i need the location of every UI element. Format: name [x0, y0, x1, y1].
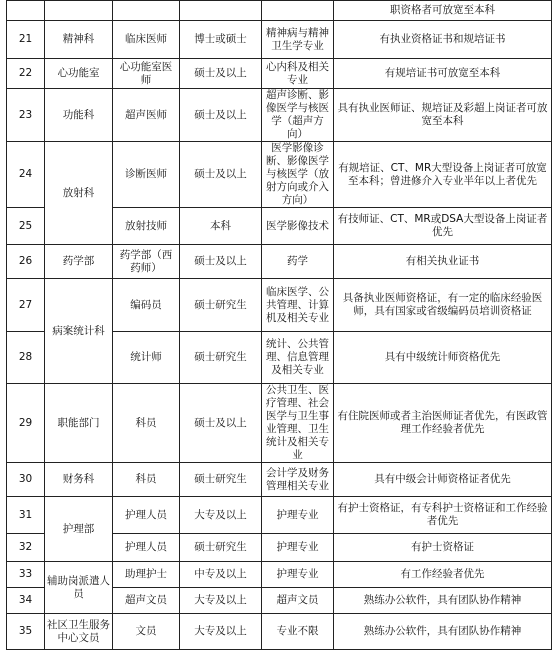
education-cell: 硕士及以上: [180, 384, 262, 463]
table-row: [7, 279, 552, 332]
requirement-cell: 具有中级会计师资格证者优先: [334, 463, 552, 497]
department-cell: 功能科: [45, 89, 113, 142]
requirement-cell: 有护士资格证: [334, 534, 552, 562]
table-row: [7, 384, 552, 463]
post-cell: 科员: [113, 463, 180, 497]
post-cell: 护理人员: [113, 497, 180, 534]
row-number: 28: [7, 332, 45, 384]
row-number: 26: [7, 245, 45, 279]
major-cell: 护理专业: [262, 562, 334, 588]
major-cell: 临床医学、公共管理、计算机及相关专业: [262, 279, 334, 332]
department-cell: 社区卫生服务中心文员: [45, 614, 113, 650]
requirement-cell: 具备执业医师资格证，有一定的临床经验医师，具有国家或省级编码员培训资格证: [334, 279, 552, 332]
education-cell: 硕士及以上: [180, 89, 262, 142]
major-cell: 心内科及相关专业: [262, 59, 334, 89]
table-row: [7, 1, 552, 21]
requirement-cell: 具有中级统计师资格优先: [334, 332, 552, 384]
post-cell: 助理护士: [113, 562, 180, 588]
post-cell: 统计师: [113, 332, 180, 384]
row-number: 29: [7, 384, 45, 463]
requirement-cell: 有护士资格证，有专科护士资格证和工作经验者优先: [334, 497, 552, 534]
major-cell: 药学: [262, 245, 334, 279]
education-cell: 博士或硕士: [180, 21, 262, 59]
row-number: 31: [7, 497, 45, 534]
major-cell: 专业不限: [262, 614, 334, 650]
education-cell: 硕士及以上: [180, 59, 262, 89]
row-number: 27: [7, 279, 45, 332]
department-cell: 心功能室: [45, 59, 113, 89]
education-cell: 硕士研究生: [180, 279, 262, 332]
row-number: 24: [7, 142, 45, 208]
requirement-cell: 有技师证、CT、MR或DSA大型设备上岗证者优先: [334, 208, 552, 245]
education-cell: 硕士研究生: [180, 534, 262, 562]
post-cell: 超声医师: [113, 89, 180, 142]
table-row: [7, 89, 552, 142]
requirement-cell: 熟练办公软件，具有团队协作精神: [334, 588, 552, 614]
major-cell: 医学影像技术: [262, 208, 334, 245]
department-cell: 药学部: [45, 245, 113, 279]
education-cell: 大专及以上: [180, 614, 262, 650]
post-cell: 编码员: [113, 279, 180, 332]
requirement-cell: 职资格者可放宽至本科: [334, 1, 552, 21]
major-cell: 护理专业: [262, 534, 334, 562]
education-cell: 大专及以上: [180, 588, 262, 614]
post-cell: 文员: [113, 614, 180, 650]
department-cell: 职能部门: [45, 384, 113, 463]
row-number: 33: [7, 562, 45, 588]
table-row: [7, 497, 552, 534]
row-number: 34: [7, 588, 45, 614]
requirement-cell: 有相关执业证书: [334, 245, 552, 279]
department-cell: 辅助岗派遣人员: [45, 562, 113, 614]
post-cell: 放射技师: [113, 208, 180, 245]
requirement-cell: 有规培证书可放宽至本科: [334, 59, 552, 89]
department-cell: 病案统计科: [45, 279, 113, 384]
table-row: [7, 59, 552, 89]
post-cell: 心功能室医师: [113, 59, 180, 89]
row-number: 35: [7, 614, 45, 650]
education-cell: 大专及以上: [180, 497, 262, 534]
post-cell: 护理人员: [113, 534, 180, 562]
education-cell: 硕士研究生: [180, 332, 262, 384]
major-cell: 统计、公共管理、信息管理及相关专业: [262, 332, 334, 384]
education-cell: 中专及以上: [180, 562, 262, 588]
row-number: 22: [7, 59, 45, 89]
row-number: 32: [7, 534, 45, 562]
department-cell: 财务科: [45, 463, 113, 497]
post-cell: 科员: [113, 384, 180, 463]
education-cell: 硕士研究生: [180, 463, 262, 497]
table-row: [7, 614, 552, 650]
row-number: 23: [7, 89, 45, 142]
requirement-cell: 有执业资格证书和规培证书: [334, 21, 552, 59]
post-cell: 诊断医师: [113, 142, 180, 208]
row-number: 21: [7, 21, 45, 59]
education-cell: 本科: [180, 208, 262, 245]
table-row: [7, 562, 552, 588]
major-cell: 超声诊断、影像医学与核医学（超声方向）: [262, 89, 334, 142]
table-row: [7, 245, 552, 279]
table-row: [7, 21, 552, 59]
recruitment-table: [6, 0, 552, 650]
post-cell: 药学部（西药师）: [113, 245, 180, 279]
requirement-cell: 有住院医师或者主治医师证者优先，有医政管理工作经验者优先: [334, 384, 552, 463]
department-cell: 护理部: [45, 497, 113, 562]
education-cell: 硕士及以上: [180, 245, 262, 279]
row-number: 25: [7, 208, 45, 245]
education-cell: 硕士及以上: [180, 142, 262, 208]
major-cell: 会计学及财务管理相关专业: [262, 463, 334, 497]
major-cell: 精神病与精神卫生学专业: [262, 21, 334, 59]
requirement-cell: 有规培证、CT、MR大型设备上岗证者可放宽至本科；曾进修介入专业半年以上者优先: [334, 142, 552, 208]
major-cell: 超声文员: [262, 588, 334, 614]
major-cell: 公共卫生、医疗管理、社会医学与卫生事业管理、卫生统计及相关专业: [262, 384, 334, 463]
department-cell: 放射科: [45, 142, 113, 245]
requirement-cell: 有工作经验者优先: [334, 562, 552, 588]
major-cell: 护理专业: [262, 497, 334, 534]
table-row: [7, 463, 552, 497]
post-cell: 超声文员: [113, 588, 180, 614]
requirement-cell: 具有执业医师证、规培证及彩超上岗证者可放宽至本科: [334, 89, 552, 142]
department-cell: 精神科: [45, 21, 113, 59]
post-cell: 临床医师: [113, 21, 180, 59]
table-row: [7, 142, 552, 208]
major-cell: 医学影像诊断、影像医学与核医学（放射方向或介入方向）: [262, 142, 334, 208]
requirement-cell: 熟练办公软件，具有团队协作精神: [334, 614, 552, 650]
row-number: 30: [7, 463, 45, 497]
